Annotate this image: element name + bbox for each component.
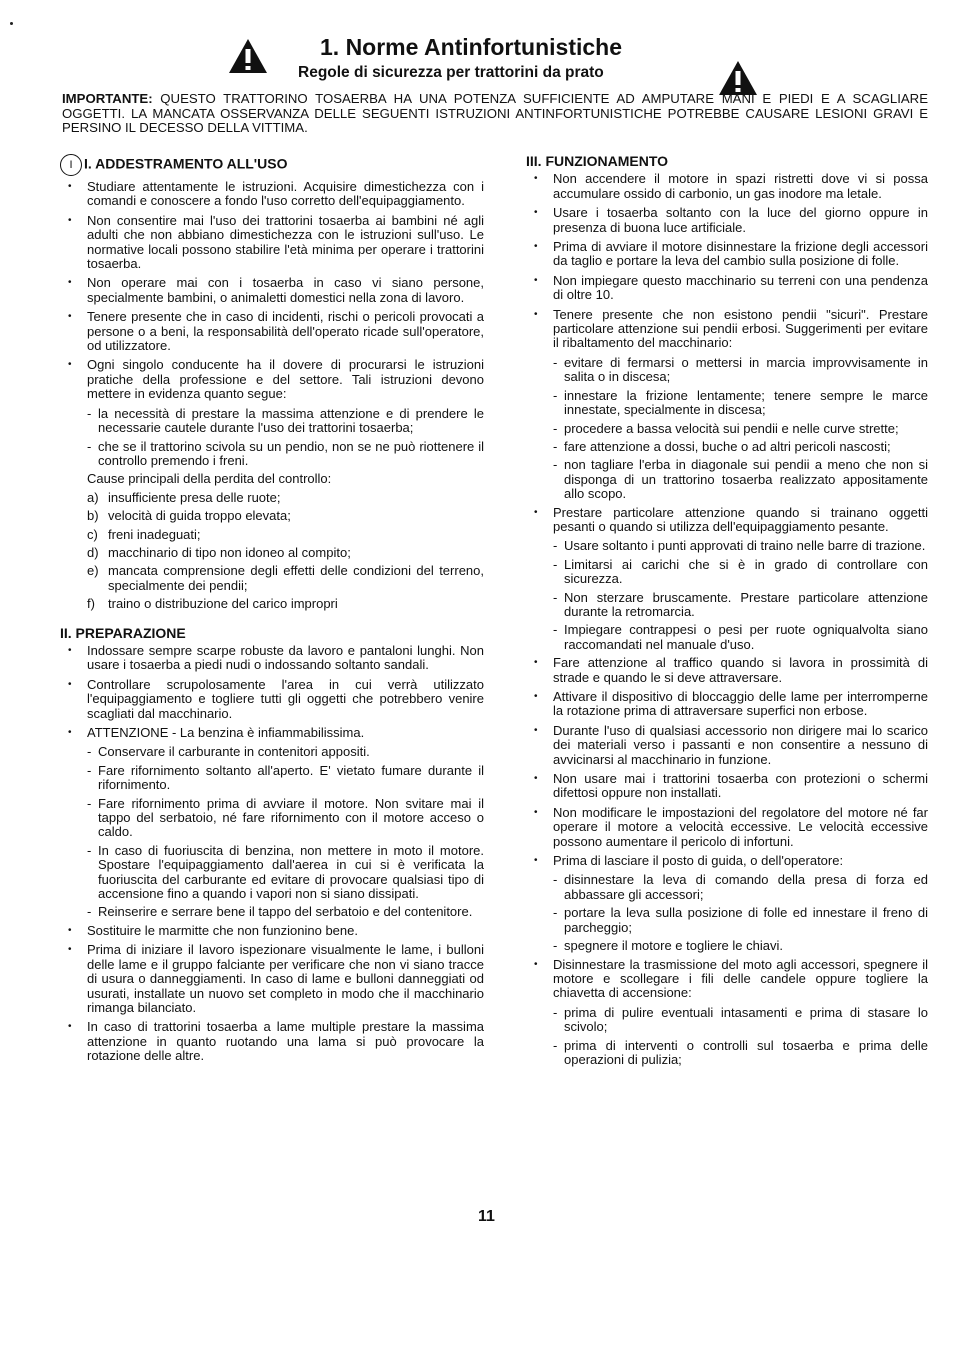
warning-triangle-icon — [228, 38, 268, 74]
list-item: • Non impiegare questo macchinario su terreni con una pendenza di oltre 10. — [526, 274, 928, 303]
section-heading-preparation: II. PREPARAZIONE — [60, 624, 186, 641]
list-item: • Fare attenzione al traffico quando si lavora in prossimità di strade e quando le si deve attraversare. — [526, 656, 928, 685]
list-item: • Prima di avviare il motore disinnestare la frizione degli accessori da taglio e portare la leva del cambio sulla posizione di folle. — [526, 240, 928, 269]
sub-item: - che se il trattorino scivola su un pendio, non se ne può riottenere il controllo premendo i freni. — [60, 440, 484, 469]
cause-item: a) insufficiente presa delle ruote; — [87, 489, 281, 505]
list-item: • Prima di lasciare il posto di guida, o dell'operatore: — [526, 854, 928, 868]
sub-item: - In caso di fuoriuscita di benzina, non mettere in moto il motore. Spostare l'equipaggiamento dall'aerea in cui si è verificata la fuoriuscita del carburante ed evitare di provocare qualsiasi tipo di accensione fino a quando i vapori non si siano dissipati. — [60, 844, 484, 902]
sub-item: - prima di pulire eventuali intasamenti e prima di stasare lo scivolo; — [526, 1006, 928, 1035]
list-item: • In caso di trattorini tosaerba a lame multiple prestare la massima attenzione in quanto ruotando una lama si può provocare la rotazione delle altre. — [60, 1020, 484, 1063]
sub-item: - Limitarsi ai carichi che si è in grado di controllare con sicurezza. — [526, 558, 928, 587]
sub-item: - Conservare il carburante in contenitori appositi. — [60, 745, 484, 759]
right-column — [526, 154, 928, 1071]
cause-item: f) traino o distribuzione del carico impropri — [87, 596, 338, 612]
scan-speck — [10, 22, 13, 25]
list-item: • Prima di iniziare il lavoro ispezionare visualmente le lame, i bulloni delle lame e il gruppo falciante per verificare che non vi siano tracce di usura o danneggiamenti. In caso di lame e bulloni danneggiati od usurati, installate un nuovo set completo in modo che il macchinario rimanga bilanciato. — [60, 943, 484, 1015]
page-header — [0, 30, 954, 90]
sub-item: - fare attenzione a dossi, buche o ad altri pericoli nascosti; — [526, 440, 928, 454]
cause-item: b) velocità di guida troppo elevata; — [87, 508, 291, 524]
list-item: • Non consentire mai l'uso dei trattorini tosaerba ai bambini né agli adulti che non abbiano dimestichezza con le istruzioni sull'uso. Le normative locali possono stabilire l'età minima per operare i trattorini tosaerba. — [60, 214, 484, 272]
sub-item: - Reinserire e serrare bene il tappo del serbatoio e del contenitore. — [60, 905, 484, 919]
sub-item: - Non sterzare bruscamente. Prestare particolare attenzione durante la retromarcia. — [526, 591, 928, 620]
important-text: QUESTO TRATTORINO TOSAERBA HA UNA POTENZA SUFFICIENTE AD AMPUTARE MANI E PIEDI E A SCAGLIARE OGGETTI. LA MANCATA OSSERVANZA DELLE SEGUENTI ISTRUZIONI ANTINFORTUNISTICHE POTREBBE CAUSARE LESIONI GRAVI E PERSINO IL DECESSO DELLA VITTIMA. — [62, 91, 928, 135]
section-heading-training — [60, 154, 484, 176]
list-item: • Durante l'uso di qualsiasi accessorio non dirigere mai lo scarico dei materiali verso i passanti e non consentire a nessuno di avvicinarsi al macchinario in funzione. — [526, 724, 928, 767]
important-notice — [62, 92, 928, 136]
sub-item: - la necessità di prestare la massima attenzione e di prendere le necessarie cautele durante l'uso dei trattorini tosaerba; — [60, 407, 484, 436]
sub-item: - evitare di fermarsi o mettersi in marcia improvvisamente in salita o in discesa; — [526, 356, 928, 385]
list-item: • Tenere presente che non esistono pendii "sicuri". Prestare particolare attenzione sui pendii erbosi. Suggerimenti per evitare il ribaltamento del macchinario: — [526, 308, 928, 351]
list-item: • Non modificare le impostazioni del regolatore del motore né far operare il motore a velocità eccessive. Le velocità eccessive possono aumentare il pericolo di infortuni. — [526, 806, 928, 849]
list-item: • Non accendere il motore in spazi ristretti dove vi si possa accumulare ossido di carbonio, un gas inodore ma letale. — [526, 172, 928, 201]
list-item: • Indossare sempre scarpe robuste da lavoro e pantaloni lunghi. Non usare i tosaerba a piedi nudi o indossando soltanto sandali. — [60, 644, 484, 673]
sub-item: - innestare la frizione lentamente; tenere sempre le marce innestate, specialmente in discesa; — [526, 389, 928, 418]
important-label: IMPORTANTE: — [62, 91, 153, 106]
list-item: • Non operare mai con i tosaerba in caso vi siano persone, specialmente bambini, o animaletti domestici nella zona di lavoro. — [60, 276, 484, 305]
sub-item: - non tagliare l'erba in diagonale sui pendii a meno che non si disponga di un trattorino tosaerba realizzato appositamente allo scopo. — [526, 458, 928, 501]
list-item: • Non usare mai i trattorini tosaerba con protezioni o schermi difettosi oppure non installati. — [526, 772, 928, 801]
list-item: • Studiare attentamente le istruzioni. Acquisire dimestichezza con i comandi e conoscere a fondo l'uso corretto dell'equipaggiamento. — [60, 180, 484, 209]
list-item: • Sostituire le marmitte che non funzionino bene. — [60, 924, 484, 938]
section-title: I. ADDESTRAMENTO ALL'USO — [84, 155, 288, 172]
sub-item: - portare la leva sulla posizione di folle ed innestare il freno di parcheggio; — [526, 906, 928, 935]
list-item: • Ogni singolo conducente ha il dovere di procurarsi le istruzioni pratiche della professione e del settore. Tali istruzioni devono mettere in evidenza quanto segue: — [60, 358, 484, 401]
list-item: • Usare i tosaerba soltanto con la luce del giorno oppure in presenza di buona luce artificiale. — [526, 206, 928, 235]
list-item: • Controllare scrupolosamente l'area in cui verrà utilizzato l'equipaggiamento e togliere tutti gli oggetti che potrebbero venire scagliati dal macchinario. — [60, 678, 484, 721]
sub-item: - Impiegare contrappesi o pesi per ruote ogniqualvolta siano raccomandati nel manuale d'uso. — [526, 623, 928, 652]
cause-item: e) mancata comprensione degli effetti delle condizioni del terreno, specialmente dei pendii; — [87, 563, 484, 593]
sub-item: - Fare rifornimento soltanto all'aperto. E' vietato fumare durante il rifornimento. — [60, 764, 484, 793]
section-heading-operation: III. FUNZIONAMENTO — [526, 153, 669, 169]
sub-item: - spegnere il motore e togliere le chiavi. — [526, 939, 928, 953]
list-item: • ATTENZIONE - La benzina è infiammabilissima. — [60, 726, 484, 740]
sub-item: - Fare rifornimento prima di avviare il motore. Non svitare mai il tappo del serbatoio, né fare rifornimento con il motore acceso o caldo. — [60, 797, 484, 840]
sub-item: - procedere a bassa velocità sui pendii e nelle curve strette; — [526, 422, 928, 436]
sub-item: - disinnestare la leva di comando della presa di forza ed abbassare gli accessori; — [526, 873, 928, 902]
cause-item: d) macchinario di tipo non idoneo al compito; — [87, 544, 351, 560]
page-number: 11 — [478, 1208, 495, 1225]
list-item: • Prestare particolare attenzione quando si trainano oggetti pesanti o quando si utilizza dell'equipaggiamento pesante. — [526, 506, 928, 535]
page-title: 1. Norme Antinfortunistiche — [320, 34, 622, 60]
list-item: • Tenere presente che in caso di incidenti, rischi o pericoli provocati a persone o a beni, la responsabilità dell'operato ricade sull'operatore, od utilizzatore. — [60, 310, 484, 353]
sub-item: - prima di interventi o controlli sul tosaerba e prima delle operazioni di pulizia; — [526, 1039, 928, 1068]
causes-intro: Cause principali della perdita del controllo: — [87, 471, 332, 487]
cause-item: c) freni inadeguati; — [87, 526, 201, 542]
left-column — [60, 154, 484, 1069]
list-item: • Disinnestare la trasmissione del moto agli accessori, spegnere il motore e scollegare i fili delle candele oppure togliere la chiavetta di accensione: — [526, 958, 928, 1001]
language-badge: I — [60, 154, 82, 176]
list-item: • Attivare il dispositivo di bloccaggio delle lame per interromperne la rotazione prima di attraversare superfici non erbose. — [526, 690, 928, 719]
page-subtitle: Regole di sicurezza per trattorini da prato — [298, 64, 604, 81]
sub-item: - Usare soltanto i punti approvati di traino nelle barre di trazione. — [526, 539, 928, 553]
